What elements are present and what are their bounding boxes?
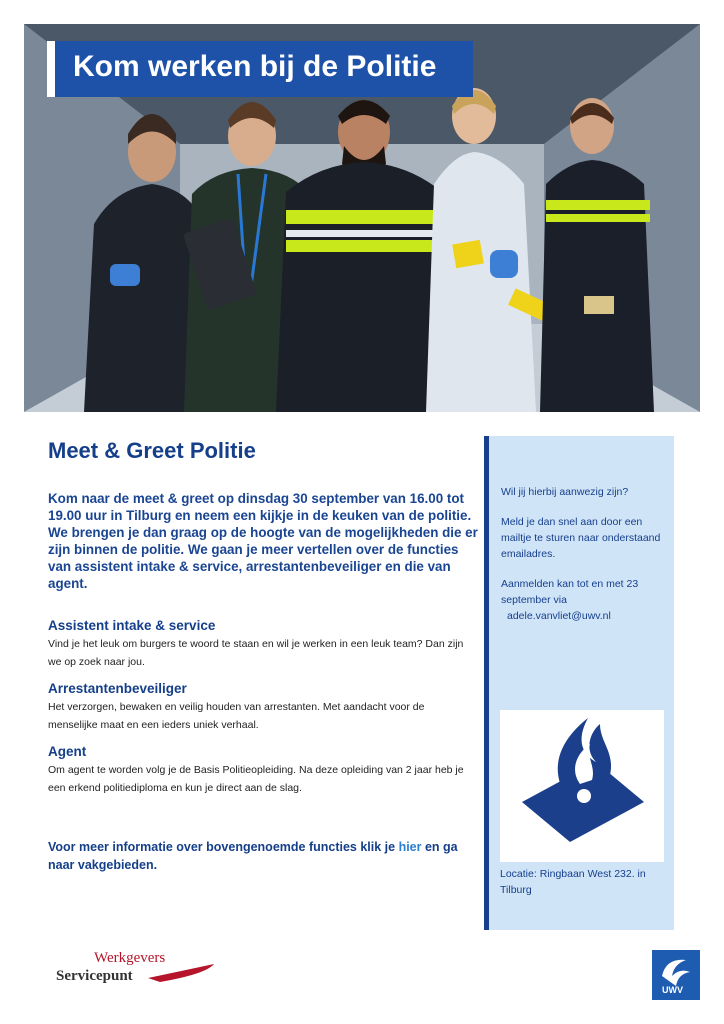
uwv-logo bbox=[652, 950, 700, 1000]
section-text-agent: Om agent te worden volg je de Basis Politieopleiding. Na deze opleiding van 2 jaar heb je een erkend politiediploma en kun je direct aan de slag. bbox=[48, 764, 464, 794]
sidebar-instruction: Meld je dan snel aan door een mailtje te sturen naar onderstaand emailadres. bbox=[501, 516, 661, 560]
section-title-arrestantenbeveiliger: Arrestantenbeveiliger bbox=[48, 681, 187, 696]
police-flame-icon bbox=[500, 710, 664, 862]
page-title: Kom werken bij de Politie bbox=[73, 50, 437, 83]
main-heading: Meet & Greet Politie bbox=[48, 438, 256, 463]
swoosh-icon bbox=[56, 950, 226, 990]
intro-text: Kom naar de meet & greet op dinsdag 30 september van 16.00 tot 19.00 uur in Tilburg en neem een kijkje in de keuken van de politie. We brengen je dan graag op de hoogte van de mogelijkheden die er zijn binnen de politie. We gaan je meer vertellen over de functies van assistent intake & service, arrestantenbeveiliger en die van agent. bbox=[48, 491, 478, 591]
section-text-arrestantenbeveiliger: Het verzorgen, bewaken en veilig houden van arrestanten. Met aandacht voor de menselijke maat en een ieders uniek verhaal. bbox=[48, 701, 425, 731]
sidebar-email[interactable]: adele.vanvliet@uwv.nl bbox=[507, 610, 611, 622]
logo-line-2: Servicepunt bbox=[56, 968, 133, 984]
section-title-agent: Agent bbox=[48, 744, 87, 759]
location-text: Locatie: Ringbaan West 232. in Tilburg bbox=[500, 868, 646, 896]
werkgevers-servicepunt-logo bbox=[56, 950, 226, 990]
title-banner bbox=[47, 41, 473, 97]
police-emblem-logo bbox=[500, 710, 664, 862]
more-info bbox=[48, 838, 478, 874]
sidebar-question: Wil jij hierbij aanwezig zijn? bbox=[501, 486, 629, 498]
uwv-logo-text: UWV bbox=[662, 985, 683, 995]
more-info-after: en ga naar vakgebieden. bbox=[48, 840, 458, 872]
sidebar-deadline: Aanmelden kan tot en met 23 september via bbox=[501, 578, 639, 606]
logo-line-1: Werkgevers bbox=[94, 950, 166, 966]
more-info-before: Voor meer informatie over bovengenoemde functies klik je bbox=[48, 840, 399, 854]
more-info-link[interactable]: hier bbox=[398, 840, 422, 854]
section-title-assistent: Assistent intake & service bbox=[48, 618, 216, 633]
section-text-assistent: Vind je het leuk om burgers te woord te staan en wil je werken in een leuk team? Dan zijn we op zoek naar jou. bbox=[48, 638, 464, 668]
